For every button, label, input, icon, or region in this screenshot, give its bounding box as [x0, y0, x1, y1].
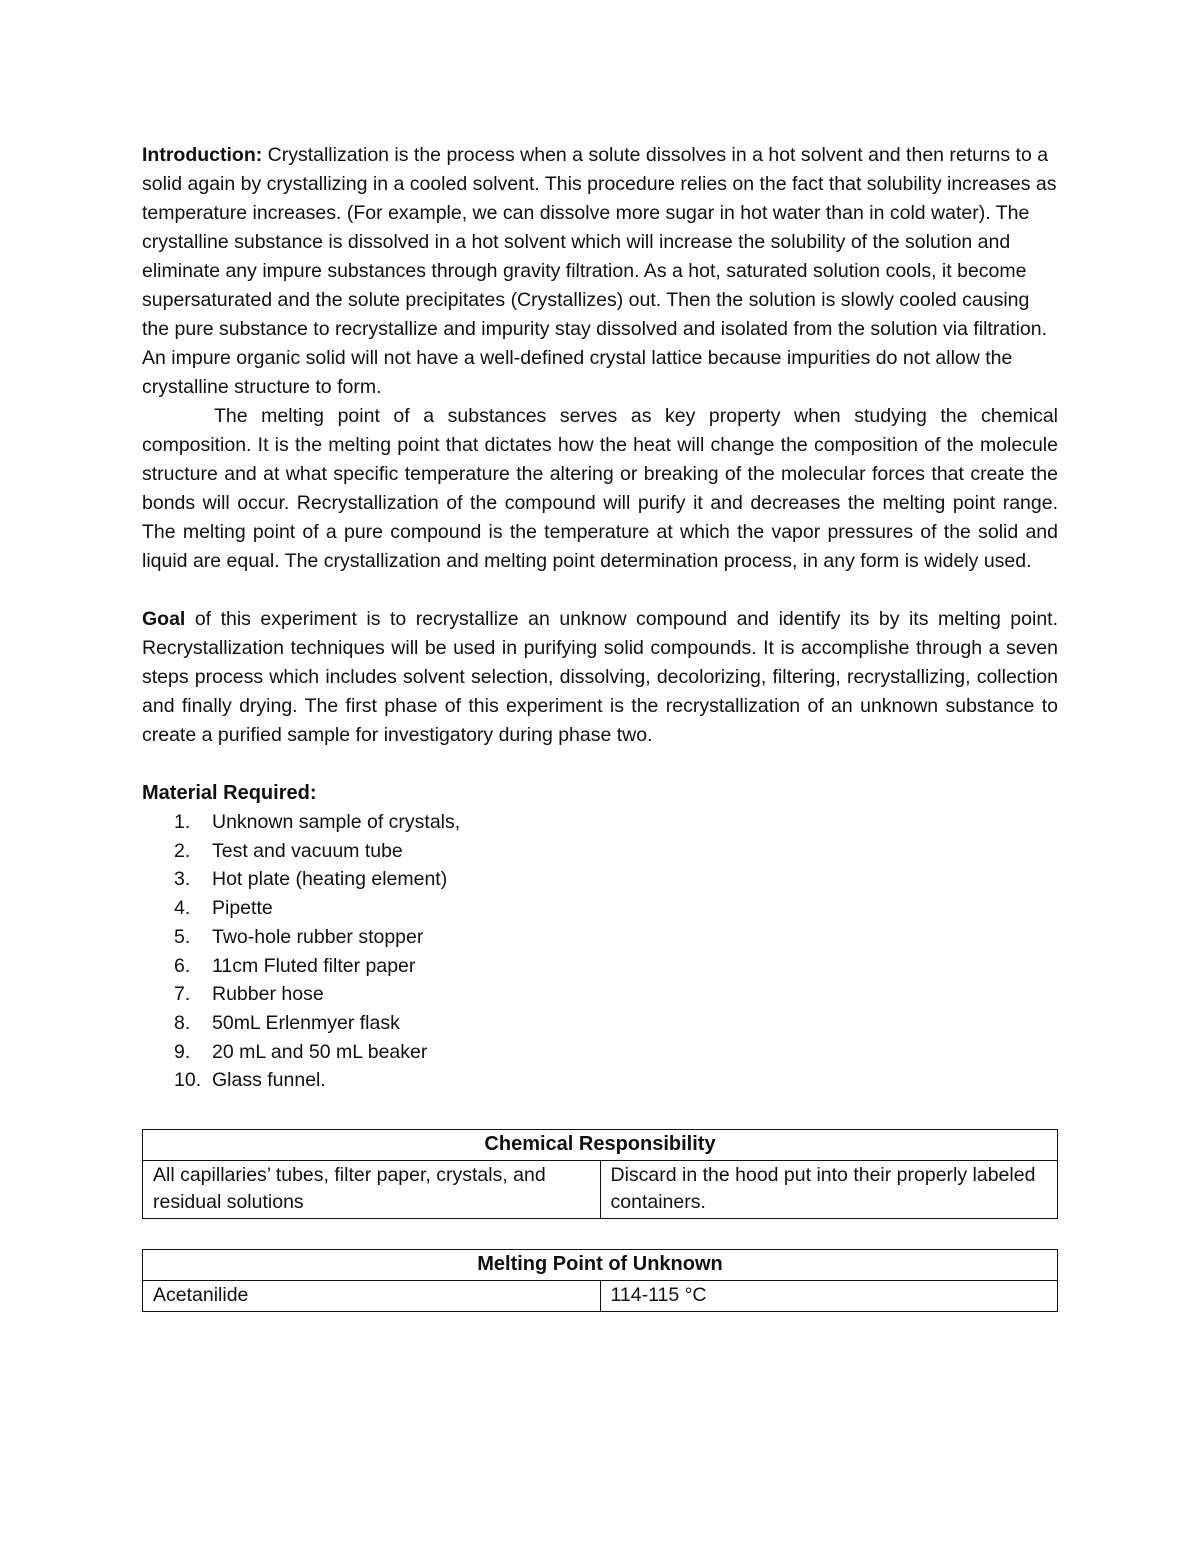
goal-label: Goal — [142, 608, 186, 630]
table-row — [143, 1161, 1058, 1219]
spacer — [142, 750, 1058, 779]
list-item-number: 5. — [174, 925, 191, 948]
list-item-text: Pipette — [212, 897, 273, 920]
introduction-label: Introduction: — [142, 144, 263, 166]
list-item — [174, 894, 1058, 923]
list-item-number: 10. — [174, 1069, 202, 1092]
list-item-text: Two-hole rubber stopper — [212, 925, 424, 948]
list-item-text: Hot plate (heating element) — [212, 868, 448, 891]
list-item-number: 9. — [174, 1040, 191, 1063]
melting-point-title: Melting Point of Unknown — [143, 1250, 1058, 1281]
spacer — [142, 576, 1058, 605]
list-item — [174, 837, 1058, 866]
table-cell-waste-items: All capillaries’ tubes, filter paper, crystals, and residual solutions — [143, 1161, 601, 1219]
introduction-paragraph — [142, 141, 1058, 402]
table-row — [143, 1281, 1058, 1312]
table-row — [143, 1250, 1058, 1281]
list-item-text: 20 mL and 50 mL beaker — [212, 1040, 428, 1063]
chemical-responsibility-title: Chemical Responsibility — [143, 1130, 1058, 1161]
document-page — [142, 141, 1058, 1312]
materials-list — [142, 808, 1058, 1095]
list-item-number: 6. — [174, 954, 191, 977]
table-row — [143, 1130, 1058, 1161]
list-item — [174, 808, 1058, 837]
list-item-number: 7. — [174, 983, 191, 1006]
list-item-number: 4. — [174, 897, 191, 920]
chemical-responsibility-table — [142, 1129, 1058, 1219]
list-item — [174, 1038, 1058, 1067]
list-item-text: Rubber hose — [212, 983, 324, 1006]
list-item-number: 8. — [174, 1011, 191, 1034]
list-item — [174, 952, 1058, 981]
list-item — [174, 1066, 1058, 1095]
goal-paragraph — [142, 605, 1058, 750]
melting-point-paragraph: The melting point of a substances serves as key property when studying the chemical composition. It is the melting point that dictates how the heat will change the composition of the molecule structure and at what specific temperature the altering or breaking of the molecular forces that create the bonds will occur. Recrystallization of the compound will purify it and decreases the melting point range. The melting point of a pure compound is the temperature at which the vapor pressures of the solid and liquid are equal. The crystallization and melting point determination process, in any form is widely used. — [142, 405, 1058, 572]
list-item-number: 3. — [174, 868, 191, 891]
table-cell-melting-value: 114-115 °C — [600, 1281, 1058, 1312]
introduction-text: Crystallization is the process when a solute dissolves in a hot solvent and then returns to a solid again by crystallizing in a cooled solvent. This procedure relies on the fact that solubility increases as temperature increases. (For example, we can dissolve more sugar in hot water than in cold water). The crystalline substance is dissolved in a hot solvent which will increase the solubility of the solution and eliminate any impure substances through gravity filtration. As a hot, saturated solution cools, it become supersaturated and the solute precipitates (Crystallizes) out. Then the solution is slowly cooled causing the pure substance to recrystallize and impurity stay dissolved and isolated from the solution via filtration. An impure organic solid will not have a well-defined crystal lattice because impurities do not allow the crystalline structure to form. — [142, 144, 1057, 398]
materials-title: Material Required: — [142, 782, 317, 804]
list-item — [174, 980, 1058, 1009]
list-item-text: Test and vacuum tube — [212, 839, 403, 862]
list-item — [174, 1009, 1058, 1038]
melting-point-table — [142, 1249, 1058, 1312]
list-item-number: 1. — [174, 811, 191, 833]
list-item-text: 50mL Erlenmyer flask — [212, 1011, 400, 1034]
list-item-text: 11cm Fluted filter paper — [212, 954, 416, 977]
goal-text: of this experiment is to recrystallize an unknow compound and identify its by its melting point. Recrystallization techniques will be used in purifying solid compounds. It is accomplishe through a seven steps process which includes solvent selection, dissolving, decolorizing, filtering, recrystallizing, collection and finally drying. The first phase of this experiment is the recrystallization of an unknown substance to create a purified sample for investigatory during phase two. — [142, 608, 1058, 746]
list-item — [174, 865, 1058, 894]
table-cell-compound: Acetanilide — [143, 1281, 601, 1312]
list-item-text: Unknown sample of crystals, — [212, 811, 461, 833]
table-cell-disposal: Discard in the hood put into their properly labeled containers. — [600, 1161, 1058, 1219]
list-item — [174, 923, 1058, 952]
list-item-text: Glass funnel. — [212, 1069, 326, 1092]
list-item-number: 2. — [174, 839, 191, 862]
